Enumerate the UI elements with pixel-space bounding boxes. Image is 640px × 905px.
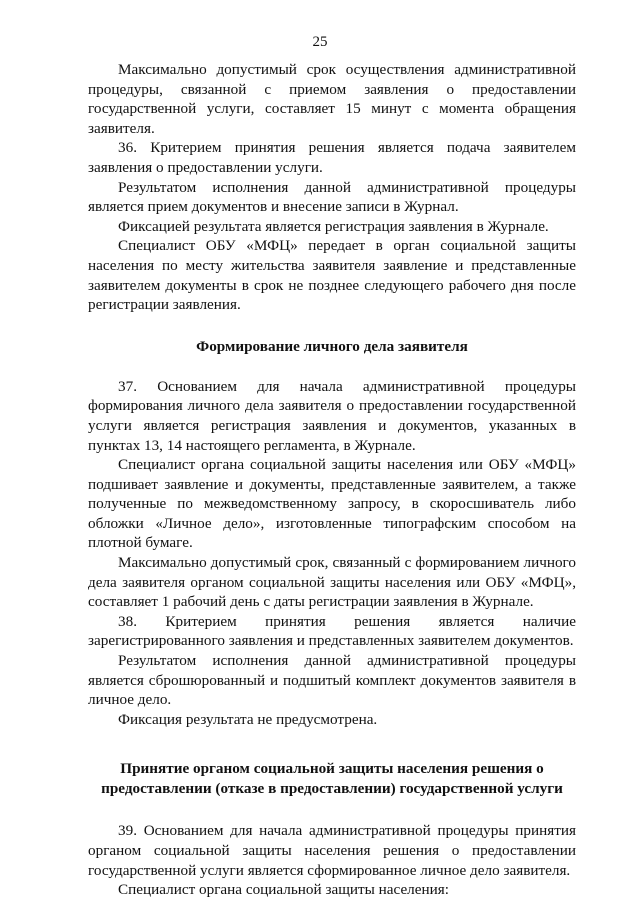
- paragraph-fixation-none: Фиксация результата не предусмотрена.: [118, 710, 378, 728]
- paragraph-max-term-file: Максимально допустимый срок, связанный с формированием личного дела заявителя органом социальной защиты населения или ОБУ «МФЦ», составляет 1 рабочий день с даты регистрации заявления в Журнале.: [88, 554, 576, 611]
- paragraph-specialist-intro: Специалист органа социальной защиты населения:: [118, 881, 449, 899]
- paragraph-result-file: Результатом исполнения данной административной процедуры является сброшюрованный и подшитый комплект документов заявителя в личное дело.: [88, 652, 576, 709]
- section-heading-decision-line1: Принятие органом социальной защиты населения решения о: [120, 760, 544, 778]
- document-body: [88, 60, 576, 900]
- paragraph-39-basis: 39. Основанием для начала административной процедуры принятия органом социальной защиты населения решения о предоставлении государственной услуги является сформированное личное дело заявителя.: [88, 822, 576, 879]
- paragraph-result-reception: Результатом исполнения данной административной процедуры является прием документов и внесение записи в Журнал.: [88, 178, 576, 216]
- paragraph-fixation-registration: Фиксацией результата является регистрация заявления в Журнале.: [118, 217, 549, 235]
- section-heading-personal-file: Формирование личного дела заявителя: [196, 337, 468, 355]
- section-heading-decision: [88, 759, 576, 799]
- paragraph-mfc-transfer: Специалист ОБУ «МФЦ» передает в орган социальной защиты населения по месту жительства заявителя заявление и представленные заявителем документы в срок не позднее следующего рабочего дня после регистрации заявления.: [88, 237, 576, 314]
- page-number: 25: [312, 34, 328, 50]
- paragraph-max-term-reception: Максимально допустимый срок осуществления административной процедуры, связанной с приемом заявления о предоставлении государственной услуги, составляет 15 минут с момента обращения заявителя.: [88, 61, 576, 137]
- paragraph-36-criterion: 36. Критерием принятия решения является подача заявителем заявления о предоставлении услуги.: [88, 139, 576, 176]
- paragraph-37-basis: 37. Основанием для начала административной процедуры формирования личного дела заявителя о предоставлении государственной услуги является регистрация заявления и документов, указанных в пунктах 13, 14 настоящего регламента, в Журнале.: [88, 377, 576, 454]
- section-heading-decision-line2: предоставлении (отказе в предоставлении) государственной услуги: [101, 780, 563, 798]
- paragraph-specialist-files: Специалист органа социальной защиты населения или ОБУ «МФЦ» подшивает заявление и документы, представленные заявителем, а также полученные по межведомственному запросу, в скоросшиватель либо обложки «Личное дело», изготовленные типографским способом на плотной бумаге.: [88, 456, 576, 552]
- paragraph-38-criterion: 38. Критерием принятия решения является наличие зарегистрированного заявления и представленных заявителем документов.: [88, 612, 576, 650]
